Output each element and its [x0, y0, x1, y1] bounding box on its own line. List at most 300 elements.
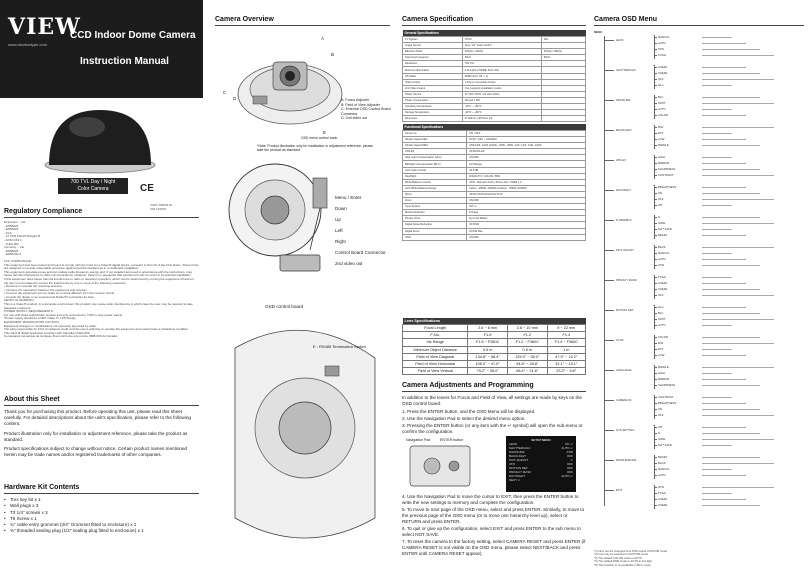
osd-sub-tick	[654, 469, 657, 470]
adjust-step: 6. To quit or give up the configuration, select EXIT and press ENTER to the sub menu to select NOT SAVE.	[402, 526, 581, 538]
spec-cell: 50dB (AGC Off, ≥ 1)	[462, 73, 541, 79]
spec-cell: Yes (supports installation mode)	[462, 85, 541, 91]
regulatory-standards	[4, 221, 199, 257]
osd-sub-tick	[654, 445, 657, 446]
osd-subitem: MANUAL	[658, 251, 670, 255]
setup-menu-value: OFF	[567, 466, 573, 471]
osd-subitem: PUSH	[658, 491, 666, 495]
osd-sub-tick	[654, 205, 657, 206]
legend-item: C: External OSD Control Board Connector	[341, 107, 391, 116]
osd-subitem: USER1	[658, 497, 668, 501]
lens-cell: 1 m	[547, 346, 585, 353]
osd-subitem: USER2	[658, 503, 668, 507]
osd-sub-tick	[654, 259, 657, 260]
osd-subitem: COLOR	[658, 335, 668, 339]
osd-sub-tick	[654, 67, 657, 68]
osd-sub-tick	[654, 439, 657, 440]
osd-notes	[594, 550, 804, 567]
osd-branch: BACKLIGHT	[616, 128, 632, 132]
osd-sub-tick	[654, 127, 657, 128]
osd-sub-tick	[654, 265, 657, 266]
osd-sub-line	[654, 485, 655, 509]
spec-cell: -10°C ~ +50°C	[462, 104, 541, 110]
spec-cell: Up to 15 Masks	[467, 216, 586, 222]
osd-subitem: B/W	[658, 125, 664, 129]
spec-cell: Mirror	[403, 191, 467, 197]
enter-button-label: ENTER button	[440, 438, 464, 443]
regulatory-paragraph: POWER SUPPLY REQUIREMENTS:	[4, 309, 54, 314]
lens-cell: 79.2° ~ 35.0°	[468, 368, 508, 375]
spec-cell: ON/OFF	[467, 155, 586, 161]
functional-spec-title: Functional Specifications	[403, 124, 586, 131]
regulatory-standard: - 47 CFR Part15 Subpart B	[4, 234, 41, 239]
osd-sub-tick	[654, 349, 657, 350]
regulatory-paragraph: FCC COMPLIANCE:	[4, 258, 32, 263]
osd-sub-line	[654, 275, 655, 299]
osd-subitem: AUTO	[658, 473, 666, 477]
osd-sub-tick	[654, 505, 657, 506]
osd-subitem: SAVE	[658, 437, 666, 441]
osd-subitem: LOW	[658, 137, 665, 141]
osd-branch-line	[604, 430, 614, 431]
spec-cell: Resolution	[403, 61, 463, 67]
osd-subitem: MIDDLE	[658, 365, 669, 369]
lens-row	[403, 360, 586, 367]
osd-subitem: USER2	[658, 71, 668, 75]
osd-subitem: BACK	[658, 461, 666, 465]
setup-menu-screen	[506, 436, 576, 492]
spec-cell: Privacy Zone	[403, 216, 467, 222]
osd-sub-tick	[654, 313, 657, 314]
osd-sub-tick	[654, 247, 657, 248]
callout-a: A	[321, 36, 325, 41]
osd-sub-line	[654, 65, 655, 89]
spec-cell: Image Sensor	[403, 43, 463, 49]
osd-sub-tick	[654, 139, 657, 140]
osd-sub-tick	[654, 319, 657, 320]
osd-sub-tick	[654, 169, 657, 170]
spec-cell: Sony 1/3" Super HAD II	[462, 43, 541, 49]
manual-subtitle: Instruction Manual	[80, 56, 169, 67]
spec-row	[403, 234, 586, 240]
osd-sub-tick	[654, 289, 657, 290]
osd-branch: MAINTENANCE	[616, 458, 637, 462]
setup-menu-item: SHUTTER/AGC	[509, 446, 531, 451]
osd-sub-tick	[654, 403, 657, 404]
lens-cell: F1.2	[507, 332, 547, 339]
column-osd	[590, 0, 808, 582]
general-spec-table-wrap	[402, 30, 586, 122]
osd-branch-line	[604, 160, 614, 161]
osd-subitem: USER1	[658, 65, 668, 69]
spec-cell: DIN/AUTO / COLOR / B/W	[467, 173, 586, 179]
functional-spec-table	[402, 124, 586, 241]
osd-sub-tick	[654, 307, 657, 308]
regulatory-body	[4, 260, 199, 339]
setup-menu-item: NEXT ↵	[509, 478, 521, 483]
osd-subitem: ATW	[658, 47, 665, 51]
osd-sub-line	[654, 335, 655, 359]
column-spec	[398, 0, 588, 582]
osd-subitem: ON	[658, 191, 663, 195]
callout-e: E	[323, 130, 327, 135]
osd-sub-tick	[654, 427, 657, 428]
legend-item: A: Focus Adjuster	[341, 98, 370, 102]
spec-cell: Digital Zoom	[403, 228, 467, 234]
setup-menu-value: DC ↵	[565, 442, 573, 447]
spec-cell: NTSC: 1/60 ~ 1/100000	[467, 137, 586, 143]
lens-header-cell: Focal Length	[403, 325, 468, 332]
regulatory-paragraph: This equipment generates uses and can radiate radio frequency energy and, if not installed and used in accordance with the instructions, may cause harmful interference to radio communications. However, there is no guarantee that interference will not occur in a particular installation.	[4, 269, 192, 278]
regulatory-paragraph: • Connect the equipment into an outlet on a circuit different from the receiver circuit.	[4, 291, 115, 296]
setup-menu-item: DAY/NIGHT	[509, 474, 526, 479]
kit-item: • ⅜" threaded sealing plug (1/2" sealing plug fitted to enclosure) x 1	[4, 528, 199, 534]
spec-cell: ON/OFF	[467, 234, 586, 240]
osd-sub-tick	[654, 85, 657, 86]
kit-heading: Hardware Kit Contents	[4, 484, 199, 494]
osd-branch-line	[604, 130, 614, 131]
osd-subitem: USER2	[658, 287, 668, 291]
lens-cell: Field of View Diagonal	[403, 353, 468, 360]
product-title: CCD Indoor Dome Camera	[70, 30, 196, 41]
spec-cell: Indoor : 2800K~10000K Outdoor : 3000K~10000K	[467, 185, 586, 191]
osd-sub-tick	[654, 295, 657, 296]
callout-d: D	[233, 96, 237, 101]
osd-subitem: LOW	[658, 353, 665, 357]
setup-menu-item: MOTION DET	[509, 466, 528, 471]
osd-sub-tick	[654, 175, 657, 176]
kit-item: • Wall plugs x 3	[4, 503, 199, 509]
osd-sub-line	[654, 215, 655, 239]
about-paragraph: Product specifications subject to change without notice. Certain product names mentioned herein may be trade names and/or registered trademarks of other companies.	[4, 446, 188, 458]
regulatory-standard: - EN50130-4	[4, 252, 22, 257]
osd-subitem: AUTO	[658, 107, 666, 111]
board-label-left: Left	[335, 228, 343, 233]
osd-subitem: RESET	[658, 455, 668, 459]
board-label-connector: Control Board Connector	[335, 250, 386, 255]
osd-subitem: RESET	[658, 233, 668, 237]
osd-branch: LANGUAGE	[616, 368, 632, 372]
about-heading: About this Sheet	[4, 396, 199, 406]
osd-sub-tick	[654, 457, 657, 458]
osd-sub-tick	[654, 145, 657, 146]
osd-subitem: OFF	[658, 293, 664, 297]
spec-cell: Scanning Frequency	[403, 55, 463, 61]
spec-row	[403, 116, 586, 122]
spec-cell: Motion Detection	[403, 210, 467, 216]
osd-trunk	[604, 36, 605, 506]
osd-subitem: PUSH	[658, 275, 666, 279]
model-code: VW-713070	[150, 207, 166, 211]
product-badge	[58, 178, 128, 194]
brand-logo: VIEW	[8, 14, 81, 40]
setup-menu-value: AUTO ↵	[561, 446, 573, 451]
osd-sub-tick	[654, 97, 657, 98]
spec-cell: Backlight Compensation (BLC)	[403, 161, 467, 167]
spec-cell: 50Hz	[541, 55, 585, 61]
spec-cell: Normal 1.2W	[462, 97, 541, 103]
legend-item: B: Field of View Adjuster	[341, 102, 380, 107]
osd-sub-tick	[654, 133, 657, 134]
osd-branch-line	[604, 70, 614, 71]
osd-subitem: OFF	[658, 77, 664, 81]
spec-cell: Day/Night	[403, 173, 467, 179]
spec-cell: TV System	[403, 37, 463, 43]
lens-cell: F1.4 ~ F360C	[547, 339, 585, 346]
setup-menu-title: SETUP MENU	[531, 438, 551, 443]
osd-sub-line	[654, 245, 655, 269]
regulatory-heading: Regulatory Compliance	[4, 208, 199, 218]
osd-branch-line	[604, 400, 614, 401]
osd-sub-line	[654, 95, 655, 119]
osd-sub-tick	[654, 487, 657, 488]
spec-cell: Effective Pixels	[403, 49, 463, 55]
osd-sub-tick	[654, 379, 657, 380]
lens-cell: F1.6	[468, 332, 508, 339]
column-overview	[205, 0, 395, 582]
lens-cell: 125.9° ~ 36.0°	[507, 353, 547, 360]
spec-heading: Camera Specification	[402, 16, 586, 26]
setup-menu-item: PRIVACY MASK	[509, 470, 532, 475]
osd-sub-line	[654, 125, 655, 149]
callout-b: B	[331, 52, 335, 57]
osd-sub-tick	[654, 223, 657, 224]
nav-pad-label: Navigation Pad	[406, 438, 431, 443]
setup-menu-row	[509, 478, 573, 482]
lens-cell: 32.1° ~ 15.1°	[547, 360, 585, 367]
osd-branch-line	[604, 100, 614, 101]
osd-root: MENU	[594, 30, 603, 34]
osd-subitem: INT	[658, 203, 663, 207]
regulatory-paragraph: This class B digital apparatus complies with Canadian ICES-003.	[4, 330, 91, 335]
spec-cell: Shutter Speed AES	[403, 137, 467, 143]
osd-branch: PICT ADJUST	[616, 248, 634, 252]
lens-cell: Field of View Horizontal	[403, 360, 468, 367]
lens-cell: 94.6° ~ 28.8°	[507, 360, 547, 367]
spec-cell: Power Consumption	[403, 97, 463, 103]
osd-subitem: EXT	[658, 347, 664, 351]
camera-internal-diagram	[235, 34, 345, 134]
about-paragraph: Product illustration only for installation or adjustment reference, please take the product as standard.	[4, 430, 188, 442]
badge-line-2: Color Camera	[77, 186, 109, 192]
osd-sub-tick	[654, 43, 657, 44]
osd-note: *3) The default COLOR mode is AUTO.	[594, 555, 643, 560]
lens-cell: 68.4° ~ 21.6°	[507, 368, 547, 375]
setup-menu-item: LENS	[509, 442, 517, 447]
osd-subitem: MIRROR	[658, 161, 670, 165]
callout-c: C	[223, 90, 227, 95]
regulatory-standard: - EN55024	[4, 248, 19, 253]
setup-menu-value: ATW	[566, 450, 573, 455]
kit-item: • T3 1/4" screws x 3	[4, 510, 199, 516]
spec-cell	[541, 116, 585, 122]
osd-subitem: SHARPNESS	[658, 383, 676, 387]
osd-sub-tick	[654, 343, 657, 344]
legend-item: D: 2nd video out	[341, 116, 368, 121]
about-section	[4, 396, 199, 458]
osd-branch: PRIVACY MASK	[616, 278, 637, 282]
adjust-step: 7. To reset the camera to the factory setting, select CAMERA RESET and press ENTER (if CAMERA RESET is not visible on the OSD menu, please select NEXT/BACK and press ENTER until CAMERA RESET appear).	[402, 539, 586, 557]
spec-cell: 700 TVL	[462, 61, 541, 67]
osd-branch: SHUTTER/AGC	[616, 68, 637, 72]
osd-branch: DAY/NIGHT	[616, 188, 632, 192]
osd-branch-line	[604, 460, 614, 461]
osd-sub-tick	[654, 193, 657, 194]
adjust-steps	[402, 409, 586, 435]
osd-subitem: CONTRAST	[658, 173, 674, 177]
board-label-up: Up	[335, 217, 341, 222]
osd-sub-tick	[654, 373, 657, 374]
osd-branch: WHITE BAL	[616, 98, 632, 102]
kit-section	[4, 484, 199, 535]
setup-menu-item: BACKLIGHT	[509, 454, 527, 459]
osd-subitem: BACK	[658, 245, 666, 249]
osd-sub-tick	[654, 55, 657, 56]
osd-sub-tick	[654, 409, 657, 410]
model-code: VS37-700FIN-W	[150, 203, 173, 207]
osd-subitem: MANUAL	[658, 467, 670, 471]
camera-bottom-diagram	[225, 318, 395, 568]
osd-branch: SYNC	[616, 338, 624, 342]
lens-cell: Field of View Vertical	[403, 368, 468, 375]
osd-branch-line	[604, 220, 614, 221]
setup-menu-value: OFF	[567, 462, 573, 467]
osd-subitem: INT	[658, 425, 663, 429]
osd-subitem: BRIGHTNESS	[658, 401, 677, 405]
lens-cell: F1.2 ~ F360C	[507, 339, 547, 346]
osd-note: *4) The default DNR mode is AUTO in low light.	[594, 559, 653, 564]
spec-cell: Power Source	[403, 91, 463, 97]
osd-sub-tick	[654, 217, 657, 218]
setup-illustration	[402, 436, 586, 492]
osd-sub-tick	[654, 283, 657, 284]
osd-sub-line	[654, 35, 655, 59]
osd-subitem: MANUAL	[658, 35, 670, 39]
regulatory-paragraph: EQUIPMENT MODIFICATION CAUTION:	[4, 320, 60, 325]
osd-branch-line	[604, 340, 614, 341]
osd-branch-line	[604, 40, 614, 41]
osd-subitem: LL	[658, 215, 662, 219]
adjust-step: 3. Pressing the ENTER button (or any item with the ↵ symbol) will open the sub-menu or confirm the configuration.	[402, 423, 583, 435]
ce-mark: CE	[140, 183, 154, 194]
lens-cell: F-No.	[403, 332, 468, 339]
menu-bank-label: OSD menu control bank	[301, 136, 338, 140]
general-spec-table	[402, 30, 586, 122]
regulatory-paragraph: • Reorient or relocate the receiving antenna.	[4, 284, 63, 289]
spec-cell: 976(H) x 494(V)	[462, 49, 541, 55]
adjust-steps-2	[402, 494, 586, 557]
osd-sub-line	[654, 305, 655, 329]
osd-sub-line	[654, 365, 655, 389]
spec-cell: Full Range	[467, 161, 586, 167]
osd-branch: SYS SETTING	[616, 428, 635, 432]
lens-cell: F1.6 ~ F360C	[468, 339, 508, 346]
regulatory-paragraph: For use with listed Audio/Video product and only connected to 7/3W or less power supply.	[4, 312, 123, 317]
setup-menu-value: OFF	[567, 470, 573, 475]
spec-cell: Zoom	[403, 198, 467, 204]
regulatory-standard: - EN55022	[4, 227, 19, 232]
osd-sub-tick	[654, 103, 657, 104]
osd-subitem: AUTO	[658, 257, 666, 261]
setup-menu-item: ATR	[509, 462, 515, 467]
regulatory-section	[4, 208, 199, 339]
setup-menu-item: PICT ADJUST	[509, 458, 529, 463]
regulatory-paragraph: Cet appareil numerique de la classe B est conforme a la norme NMB-003 du Canada.	[4, 334, 118, 339]
spec-cell: Minimum Illumination	[403, 67, 463, 73]
functional-spec-table-wrap	[402, 124, 586, 241]
lens-cell: 0.5 m	[507, 346, 547, 353]
setup-menu-value: ↵	[570, 458, 573, 463]
spec-cell: ON / OFF	[467, 131, 586, 137]
lens-cell: Minimum Object Distance	[403, 346, 468, 353]
badge-line-1: 700 TVL Day / Night	[70, 179, 116, 185]
osd-subitem: MIDDLE	[658, 143, 669, 147]
regulatory-paragraph: This equipment has been tested and found to comply with the limits for a Class B digital device, pursuant to Part 15 of the FCC Rules. These limits are designed to provide reasonable protection against harmful interference in a residential installation.	[4, 262, 199, 271]
kit-item: • Torx key bit x 1	[4, 497, 199, 503]
osd-sub-tick	[654, 385, 657, 386]
osd-subitem: PUSH	[658, 53, 666, 57]
regulatory-paragraph: Equipment changes or modifications not expressly approved by seller.	[4, 323, 97, 328]
column-cover	[0, 0, 203, 582]
osd-subitem: COLOR	[658, 113, 668, 117]
osd-subitem: USER1	[658, 281, 668, 285]
setup-menu-value: AUTO ↵	[561, 474, 573, 479]
osd-branch: LENS	[616, 38, 624, 42]
spec-cell: Auto White Balance Range	[403, 185, 467, 191]
lens-header-cell: 9 ~ 22 mm	[547, 325, 585, 332]
osd-sub-tick	[654, 199, 657, 200]
adjust-step: 4. Use the Navigation Pad to move the cursor to EXIT, then press the ENTER button to write the new settings to memory and complete the configuration.	[402, 494, 579, 506]
board-label-2nd-video: 2nd video out	[335, 261, 363, 266]
osd-sub-tick	[654, 109, 657, 110]
osd-sub-line	[654, 395, 655, 419]
lens-cell: 23.3° ~ 9.6°	[547, 368, 585, 375]
spec-cell: Digital Noise Reduction	[403, 222, 467, 228]
osd-branch-line	[604, 250, 614, 251]
osd-branch-line	[604, 490, 614, 491]
osd-subitem: EXT	[658, 131, 664, 135]
osd-subitem: NOT SAVE	[658, 443, 672, 447]
spec-cell: Sense Up	[403, 131, 467, 137]
spec-cell: ATR-EX	[403, 149, 467, 155]
overview-note: *Note: Product illustration only for installation or adjustment reference, please take the product as standard.	[257, 144, 373, 153]
spec-cell: Storage Temperature	[403, 110, 463, 116]
adjust-step: 1. Press the ENTER button, and the OSD Menu will be displayed.	[402, 409, 536, 415]
lens-spec-title: Lens Specifications	[403, 318, 586, 325]
spec-cell: 60Hz	[462, 55, 541, 61]
osd-subitem: HIGH	[658, 371, 665, 375]
spec-cell: Video Output	[403, 79, 463, 85]
regulatory-paragraph: CE/IPX LE WARNING	[4, 298, 34, 303]
board-label-down: Down	[335, 206, 347, 211]
osd-subitem: B/W	[658, 341, 664, 345]
osd-subitem: BRIGHTNESS	[658, 185, 677, 189]
adjust-section	[402, 382, 586, 558]
setup-menu-item: WHITE BAL	[509, 450, 526, 455]
osd-sub-tick	[654, 493, 657, 494]
osd-subitem: SHARPNESS	[658, 167, 676, 171]
osd-branch-line	[604, 370, 614, 371]
osd-note: *1) Only can be changed from ATW output CUSTOM mode.	[594, 549, 668, 553]
control-board-diagram	[225, 160, 345, 290]
spec-cell: OFF/ATR-EX	[467, 149, 586, 155]
osd-sub-line	[654, 455, 655, 479]
osd-subitem: SPOT	[658, 101, 666, 105]
kit-list	[4, 497, 199, 535]
spec-cell: OFF/V-FLIP/H-FLIP/HV-FLIP	[467, 191, 586, 197]
osd-heading: Camera OSD Menu	[594, 16, 804, 26]
lens-cell: 134.8° ~ 58.4°	[468, 353, 508, 360]
